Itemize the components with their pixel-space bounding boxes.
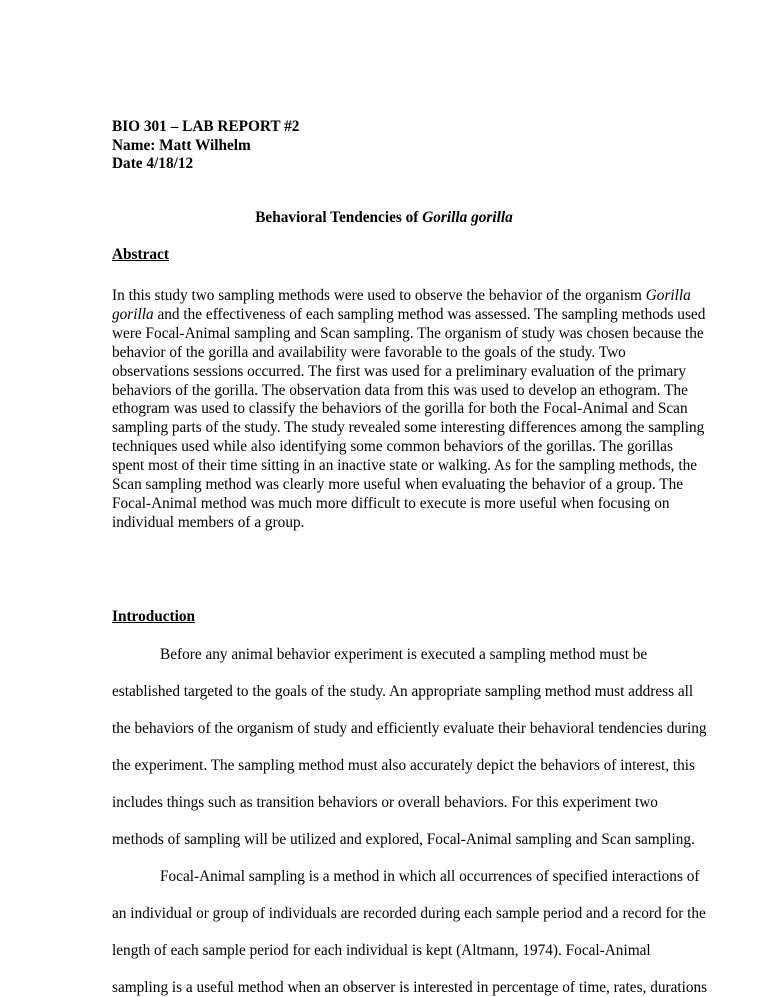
abstract-line: spent most of their time sitting in an inactive state or walking. As for the sampling methods, the: [112, 457, 698, 475]
introduction-line: methods of sampling will be utilized and explored, Focal-Animal sampling and Scan sampling.: [112, 831, 695, 848]
abstract-line: ethogram was used to classify the behaviors of the gorilla for both the Focal-Animal and Scan: [112, 400, 688, 418]
introduction-heading: Introduction: [112, 608, 196, 625]
page-title: [0, 209, 768, 227]
abstract-line: [112, 287, 691, 305]
abstract-line: Focal-Animal method was much more difficult to execute is more useful when focusing on: [112, 494, 670, 512]
introduction-line: the behaviors of the organism of study and efficiently evaluate their behavioral tendencies during: [112, 720, 707, 737]
introduction-line: an individual or group of individuals are recorded during each sample period and a record for the: [112, 905, 706, 922]
introduction-line: sampling is a useful method when an observer is interested in percentage of time, rates, durations: [112, 979, 708, 996]
abstract-line: [112, 306, 705, 324]
abstract-line: behavior of the gorilla and availability were favorable to the goals of the study. Two: [112, 343, 626, 361]
abstract-text: and the effectiveness of each sampling method was assessed. The sampling methods used: [153, 305, 706, 323]
title-text: Behavioral Tendencies of: [255, 209, 423, 226]
abstract-line: Scan sampling method was clearly more useful when evaluating the behavior of a group. The: [112, 476, 684, 493]
author-name: Name: Matt Wilhelm: [112, 137, 251, 154]
abstract-line: observations sessions occurred. The first was used for a preliminary evaluation of the primary: [112, 362, 687, 380]
introduction-line: established targeted to the goals of the study. An appropriate sampling method must address all: [112, 683, 694, 700]
abstract-line: behaviors of the gorilla. The observation data from this was used to develop an ethogram. The: [112, 381, 688, 399]
abstract-line: were Focal-Animal sampling and Scan sampling. The organism of study was chosen because the: [112, 324, 704, 342]
abstract-text: In this study two sampling methods were used to observe the behavior of the organism: [112, 287, 646, 304]
course-label: BIO 301 – LAB REPORT #2: [112, 118, 300, 135]
abstract-line: sampling parts of the study. The study revealed some interesting differences among the sampling: [112, 419, 705, 437]
title-species: Gorilla gorilla: [422, 209, 513, 226]
species-name: Gorilla: [645, 287, 691, 304]
introduction-line: Focal-Animal sampling is a method in which all occurrences of specified interactions of: [160, 868, 700, 885]
abstract-heading: Abstract: [112, 246, 169, 263]
introduction-line: Before any animal behavior experiment is executed a sampling method must be: [160, 646, 648, 663]
introduction-line: length of each sample period for each individual is kept (Altmann, 1974). Focal-Animal: [112, 942, 651, 959]
introduction-line: the experiment. The sampling method must also accurately depict the behaviors of interest, this: [112, 757, 695, 774]
abstract-line: individual members of a group.: [112, 513, 305, 531]
abstract-line: techniques used while also identifying some common behaviors of the gorillas. The gorillas: [112, 438, 673, 456]
introduction-line: includes things such as transition behaviors or overall behaviors. For this experiment two: [112, 794, 658, 811]
species-name: gorilla: [112, 305, 154, 323]
report-date: Date 4/18/12: [112, 155, 194, 172]
